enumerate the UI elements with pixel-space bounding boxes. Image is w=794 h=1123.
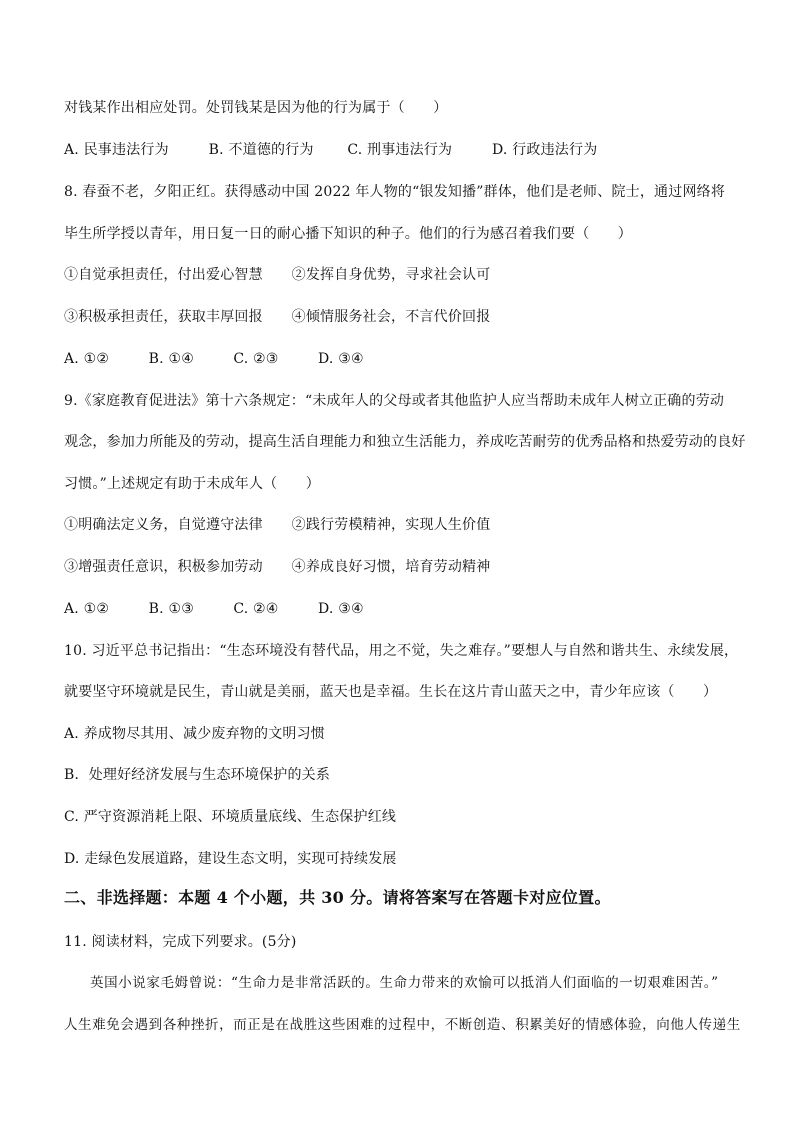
q9-statements-row-1: [64, 515, 490, 535]
q9-options: [64, 599, 364, 619]
q10-option-d[interactable]: D. 走绿色发展道路，建设生态文明，实现可持续发展: [64, 851, 397, 867]
q7-option-d[interactable]: D. 行政违法行为: [491, 142, 598, 158]
q9-stem-line-3: 习惯。”上述规定有助于未成年人（ ）: [64, 476, 320, 492]
q8-option-c[interactable]: C. ②③: [233, 351, 279, 367]
q8-option-b[interactable]: B. ①④: [148, 351, 194, 367]
section-2-title: 二、非选择题：本题 4 个小题，共 30 分。请将答案写在答题卡对应位置。: [64, 888, 611, 907]
q9-statement-2: ②践行劳模精神，实现人生价值: [291, 517, 491, 533]
q10-stem-line-2: 就要坚守环境就是民生，青山就是美丽，蓝天也是幸福。生长在这片青山蓝天之中，青少年应该（ ）: [64, 684, 718, 700]
q11-passage-line-1: 英国小说家毛姆曾说：“生命力是非常活跃的。生命力带来的欢愉可以抵消人们面临的一切艰难困苦。”: [90, 975, 719, 991]
q8-statements-row-1: [64, 265, 490, 285]
q11-passage-line-2: 人生难免会遇到各种挫折，而正是在战胜这些困难的过程中，不断创造、积累美好的情感体验，向他人传递生: [64, 1017, 741, 1033]
q9-option-a[interactable]: A. ①②: [64, 601, 110, 617]
q10-stem-line-1: 10. 习近平总书记指出：“生态环境没有替代品，用之不觉，失之难存。”要想人与自然和谐共生、永续发展，: [64, 643, 739, 659]
q8-stem-line-1: 8. 春蚕不老，夕阳正红。获得感动中国 2022 年人物的“银发知播”群体，他们是老师、院士，通过网络将: [64, 184, 726, 200]
q9-stem-line-1: 9.《家庭教育促进法》第十六条规定：“未成年人的父母或者其他监护人应当帮助未成年人树立正确的劳动: [64, 393, 725, 409]
q7-option-b[interactable]: B. 不道德的行为: [208, 142, 314, 158]
q9-option-d[interactable]: D. ③④: [317, 601, 364, 617]
q7-options: [64, 140, 597, 160]
q9-option-c[interactable]: C. ②④: [233, 601, 279, 617]
q7-stem-end: 对钱某作出相应处罚。处罚钱某是因为他的行为属于（ ）: [64, 100, 448, 116]
q10-option-a[interactable]: A. 养成物尽其用、减少废弃物的文明习惯: [64, 726, 326, 742]
q8-statement-2: ②发挥自身优势，寻求社会认可: [291, 267, 491, 283]
q8-statement-1: ①自觉承担责任，付出爱心智慧: [64, 267, 263, 283]
q8-statement-4: ④倾情服务社会，不言代价回报: [291, 309, 491, 325]
q9-statement-4: ④养成良好习惯，培育劳动精神: [291, 559, 491, 575]
q9-statements-row-2: [64, 557, 490, 577]
q8-statement-3: ③积极承担责任，获取丰厚回报: [64, 309, 263, 325]
q7-option-c[interactable]: C. 刑事违法行为: [347, 142, 453, 158]
q10-option-c[interactable]: C. 严守资源消耗上限、环境质量底线、生态保护红线: [64, 809, 397, 825]
q9-option-b[interactable]: B. ①③: [148, 601, 194, 617]
q7-option-a[interactable]: A. 民事违法行为: [64, 142, 169, 158]
q10-option-b[interactable]: B．处理好经济发展与生态环境保护的关系: [64, 767, 331, 783]
q8-statements-row-2: [64, 307, 490, 327]
q8-options: [64, 349, 364, 369]
q8-option-a[interactable]: A. ①②: [64, 351, 110, 367]
q9-stem-line-2: 观念，参加力所能及的劳动，提高生活自理能力和独立生活能力，养成吃苦耐劳的优秀品格和热爱劳动的良好: [64, 434, 746, 450]
q11-stem: 11. 阅读材料，完成下列要求。(5分): [64, 934, 297, 950]
q9-statement-3: ③增强责任意识，积极参加劳动: [64, 559, 263, 575]
q8-stem-line-2: 毕生所学授以青年，用日复一日的耐心播下知识的种子。他们的行为感召着我们要（ ）: [64, 226, 632, 242]
q8-option-d[interactable]: D. ③④: [317, 351, 364, 367]
q9-statement-1: ①明确法定义务，自觉遵守法律: [64, 517, 263, 533]
